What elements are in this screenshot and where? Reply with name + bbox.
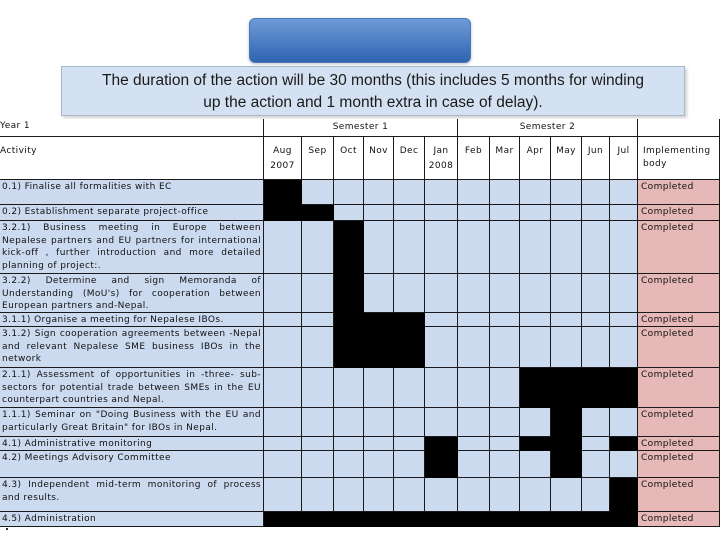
gantt-empty-cell (264, 313, 302, 327)
gantt-empty-cell (520, 221, 551, 274)
gantt-bar-cell (364, 313, 394, 327)
activity-cell (0, 437, 264, 451)
gantt-empty-cell (364, 221, 394, 274)
month-year-label (551, 158, 581, 160)
gantt-empty-cell (302, 274, 334, 313)
gantt-empty-cell (364, 451, 394, 478)
gantt-empty-cell (490, 274, 520, 313)
month-year-label (394, 158, 424, 160)
gantt-empty-cell (458, 313, 490, 327)
status-label: Completed (641, 480, 694, 490)
gantt-empty-cell (610, 451, 638, 478)
gantt-empty-cell (458, 180, 490, 205)
gantt-empty-cell (582, 408, 610, 437)
activity-cell (0, 180, 264, 205)
month-header-aug (264, 137, 302, 180)
gantt-bar-cell (551, 512, 582, 527)
gantt-empty-cell (425, 205, 458, 221)
gantt-empty-cell (458, 221, 490, 274)
status-label: Completed (641, 207, 694, 217)
gantt-empty-cell (334, 408, 364, 437)
gantt-empty-cell (394, 437, 425, 451)
gantt-empty-cell (302, 368, 334, 408)
gantt-empty-cell (490, 478, 520, 512)
month-year-label (490, 158, 519, 160)
gantt-empty-cell (264, 327, 302, 368)
gantt-empty-cell (394, 205, 425, 221)
activity-cell (0, 274, 264, 313)
semester-2-header (458, 119, 638, 137)
gantt-bar-cell (334, 512, 364, 527)
gantt-empty-cell (264, 451, 302, 478)
gantt-empty-cell (610, 221, 638, 274)
activity-cell (0, 205, 264, 221)
gantt-empty-cell (458, 437, 490, 451)
gantt-empty-cell (582, 205, 610, 221)
gantt-empty-cell (458, 368, 490, 408)
gantt-empty-cell (425, 221, 458, 274)
gantt-bar-cell (551, 368, 582, 408)
banner-line-2: up the action and 1 month extra in case of delay). (203, 94, 543, 111)
month-header-jul (610, 137, 638, 180)
status-cell (638, 274, 720, 313)
status-cell (638, 368, 720, 408)
gantt-empty-cell (520, 313, 551, 327)
gantt-bar-cell (520, 512, 551, 527)
gantt-empty-cell (582, 274, 610, 313)
year-label: Year 1 (0, 121, 31, 131)
activity-label: 3.2.1) Business meeting in Europe between Nepalese partners and EU partners for international kick-off , further introduction and more detailed planning of project:. (2, 223, 261, 271)
gantt-empty-cell (364, 274, 394, 313)
month-name-label: Oct (340, 146, 357, 156)
activity-label: 3.1.1) Organise a meeting for Nepalese IBOs. (2, 315, 224, 325)
status-label: Completed (641, 315, 694, 325)
gantt-empty-cell (394, 408, 425, 437)
gantt-empty-cell (425, 368, 458, 408)
status-label: Completed (641, 439, 694, 449)
duration-banner (61, 66, 685, 116)
gantt-bar-cell (364, 512, 394, 527)
implementing-header-label: Implementing body (643, 146, 711, 169)
gantt-bar-cell (551, 437, 582, 451)
gantt-table (0, 119, 720, 527)
month-year-label (458, 158, 489, 160)
month-header-feb (458, 137, 490, 180)
gantt-empty-cell (334, 205, 364, 221)
gantt-bar-cell (264, 180, 302, 205)
status-cell (638, 327, 720, 368)
gantt-empty-cell (264, 274, 302, 313)
status-cell (638, 180, 720, 205)
gantt-bar-cell (582, 368, 610, 408)
gantt-empty-cell (458, 478, 490, 512)
gantt-bar-cell (394, 327, 425, 368)
gantt-bar-cell (458, 512, 490, 527)
gantt-empty-cell (302, 408, 334, 437)
status-cell (638, 478, 720, 512)
gantt-bar-cell (302, 512, 334, 527)
activity-cell (0, 408, 264, 437)
month-name-label: Feb (464, 146, 483, 156)
gantt-empty-cell (334, 368, 364, 408)
month-year-label (520, 158, 550, 160)
gantt-empty-cell (610, 408, 638, 437)
implementing-header-spacer (638, 119, 720, 137)
month-name-label: Mar (495, 146, 514, 156)
status-cell (638, 205, 720, 221)
gantt-bar-cell (334, 313, 364, 327)
gantt-empty-cell (394, 180, 425, 205)
gantt-empty-cell (394, 451, 425, 478)
activity-label: 0.1) Finalise all formalities with EC (2, 182, 172, 192)
gantt-bar-cell (551, 408, 582, 437)
gantt-bar-cell (264, 512, 302, 527)
activity-label: 4.1) Administrative monitoring (2, 439, 153, 449)
status-cell (638, 512, 720, 527)
status-cell (638, 451, 720, 478)
gantt-empty-cell (458, 327, 490, 368)
gantt-bar-cell (394, 512, 425, 527)
activity-label: 3.1.2) Sign cooperation agreements between -Nepal and relevant Nepalese SME business IBOs in the network (2, 329, 261, 364)
gantt-bar-cell (425, 451, 458, 478)
activity-label: 3.2.2) Determine and sign Memoranda of Understanding (MoU's) for cooperation between European partners and-Nepal. (2, 276, 261, 311)
gantt-bar-cell (610, 478, 638, 512)
activity-header-cell (0, 137, 264, 180)
activity-header-label: Activity (0, 146, 37, 156)
gantt-empty-cell (582, 327, 610, 368)
month-header-nov (364, 137, 394, 180)
gantt-empty-cell (264, 368, 302, 408)
gantt-empty-cell (302, 451, 334, 478)
gantt-bar-cell (610, 512, 638, 527)
gantt-empty-cell (582, 221, 610, 274)
month-header-may (551, 137, 582, 180)
gantt-empty-cell (551, 478, 582, 512)
gantt-empty-cell (425, 327, 458, 368)
gantt-empty-cell (364, 478, 394, 512)
gantt-empty-cell (425, 478, 458, 512)
gantt-bar-cell (264, 205, 302, 221)
activity-cell (0, 327, 264, 368)
month-header-mar (490, 137, 520, 180)
activity-label: 4.5) Administration (2, 514, 97, 524)
title-box (249, 18, 471, 63)
activity-label: 4.3) Independent mid-term monitoring of process and results. (2, 480, 261, 503)
semester-1-header (264, 119, 458, 137)
semester-1-label: Semester 1 (332, 122, 389, 132)
gantt-empty-cell (610, 180, 638, 205)
month-name-label: Jan (433, 146, 449, 156)
gantt-empty-cell (394, 274, 425, 313)
year-header-cell (0, 119, 264, 137)
gantt-bar-cell (334, 274, 364, 313)
gantt-empty-cell (394, 221, 425, 274)
month-name-label: Dec (399, 146, 419, 156)
gantt-empty-cell (520, 180, 551, 205)
banner-line-1: The duration of the action will be 30 months (this includes 5 months for winding (102, 72, 644, 89)
gantt-empty-cell (490, 313, 520, 327)
month-header-sep (302, 137, 334, 180)
gantt-empty-cell (551, 327, 582, 368)
gantt-empty-cell (425, 313, 458, 327)
gantt-empty-cell (582, 180, 610, 205)
semester-2-label: Semester 2 (519, 122, 576, 132)
gantt-empty-cell (610, 313, 638, 327)
gantt-bar-cell (582, 512, 610, 527)
gantt-empty-cell (490, 437, 520, 451)
gantt-empty-cell (520, 408, 551, 437)
gantt-empty-cell (334, 180, 364, 205)
status-label: Completed (641, 453, 694, 463)
gantt-empty-cell (520, 205, 551, 221)
gantt-empty-cell (302, 313, 334, 327)
gantt-bar-cell (334, 221, 364, 274)
month-name-label: Jun (587, 146, 604, 156)
gantt-bar-cell (302, 205, 334, 221)
gantt-empty-cell (490, 221, 520, 274)
month-header-dec (394, 137, 425, 180)
gantt-empty-cell (264, 221, 302, 274)
gantt-empty-cell (264, 478, 302, 512)
status-label: Completed (641, 329, 694, 339)
gantt-empty-cell (551, 180, 582, 205)
activity-cell (0, 451, 264, 478)
gantt-empty-cell (458, 274, 490, 313)
gantt-empty-cell (334, 437, 364, 451)
month-name-label: May (556, 146, 576, 156)
status-label: Completed (641, 410, 694, 420)
gantt-empty-cell (551, 313, 582, 327)
activity-cell (0, 368, 264, 408)
gantt-empty-cell (364, 205, 394, 221)
gantt-empty-cell (610, 327, 638, 368)
gantt-empty-cell (490, 205, 520, 221)
gantt-empty-cell (425, 180, 458, 205)
gantt-empty-cell (520, 327, 551, 368)
gantt-empty-cell (458, 451, 490, 478)
gantt-empty-cell (582, 478, 610, 512)
gantt-empty-cell (302, 327, 334, 368)
month-header-jan (425, 137, 458, 180)
activity-cell (0, 313, 264, 327)
gantt-empty-cell (458, 205, 490, 221)
gantt-bar-cell (364, 327, 394, 368)
status-label: Completed (641, 182, 694, 192)
activity-cell (0, 221, 264, 274)
gantt-empty-cell (520, 451, 551, 478)
gantt-empty-cell (582, 437, 610, 451)
gantt-bar-cell (425, 512, 458, 527)
month-header-oct (334, 137, 364, 180)
gantt-empty-cell (520, 478, 551, 512)
gantt-empty-cell (490, 368, 520, 408)
month-header-jun (582, 137, 610, 180)
month-name-label: Jul (617, 146, 630, 156)
activity-label: 2.1.1) Assessment of opportunities in -three- sub-sectors for potential trade between SMEs in the EU counterpart countries and Nepal. (2, 370, 261, 405)
gantt-empty-cell (490, 180, 520, 205)
gantt-empty-cell (458, 408, 490, 437)
gantt-empty-cell (425, 274, 458, 313)
implementing-header-cell (638, 137, 720, 180)
gantt-empty-cell (582, 451, 610, 478)
gantt-empty-cell (364, 408, 394, 437)
gantt-empty-cell (364, 437, 394, 451)
gantt-empty-cell (425, 408, 458, 437)
month-year-label: 2008 (428, 160, 454, 171)
gantt-empty-cell (334, 451, 364, 478)
gantt-empty-cell (551, 221, 582, 274)
gantt-empty-cell (520, 274, 551, 313)
month-name-label: Sep (308, 146, 327, 156)
activity-label: 0.2) Establishment separate project-office (2, 207, 209, 217)
gantt-bar-cell (610, 368, 638, 408)
gantt-empty-cell (610, 274, 638, 313)
gantt-empty-cell (264, 408, 302, 437)
month-year-label (334, 158, 363, 160)
status-label: Completed (641, 370, 694, 380)
month-year-label: 2007 (270, 160, 295, 171)
gantt-empty-cell (302, 180, 334, 205)
gantt-empty-cell (364, 368, 394, 408)
gantt-bar-cell (490, 512, 520, 527)
gantt-empty-cell (334, 478, 364, 512)
gantt-bar-cell (394, 313, 425, 327)
status-label: Completed (641, 514, 694, 524)
month-year-label (302, 158, 333, 160)
activity-label: 4.2) Meetings Advisory Committee (2, 453, 171, 463)
month-year-label (582, 158, 609, 160)
status-cell (638, 313, 720, 327)
gantt-empty-cell (551, 205, 582, 221)
gantt-empty-cell (551, 274, 582, 313)
footer-mark (6, 528, 8, 530)
status-cell (638, 437, 720, 451)
gantt-empty-cell (490, 408, 520, 437)
month-year-label (610, 158, 637, 160)
gantt-empty-cell (394, 478, 425, 512)
gantt-empty-cell (490, 451, 520, 478)
month-name-label: Nov (369, 146, 388, 156)
gantt-empty-cell (610, 205, 638, 221)
month-header-apr (520, 137, 551, 180)
status-cell (638, 408, 720, 437)
status-label: Completed (641, 276, 694, 286)
gantt-empty-cell (264, 437, 302, 451)
activity-cell (0, 512, 264, 527)
gantt-bar-cell (551, 451, 582, 478)
gantt-empty-cell (302, 221, 334, 274)
gantt-empty-cell (394, 368, 425, 408)
gantt-bar-cell (334, 327, 364, 368)
gantt-empty-cell (490, 327, 520, 368)
gantt-bar-cell (425, 437, 458, 451)
gantt-bar-cell (520, 368, 551, 408)
month-name-label: Aug (273, 146, 292, 156)
gantt-bar-cell (610, 437, 638, 451)
status-cell (638, 221, 720, 274)
month-name-label: Apr (526, 146, 544, 156)
gantt-empty-cell (364, 180, 394, 205)
activity-label: 1.1.1) Seminar on "Doing Business with the EU and particularly Great Britain" for IBOs in Nepal. (2, 410, 261, 433)
gantt-empty-cell (582, 313, 610, 327)
gantt-bar-cell (520, 437, 551, 451)
activity-cell (0, 478, 264, 512)
month-year-label (364, 158, 393, 160)
gantt-empty-cell (302, 478, 334, 512)
gantt-empty-cell (302, 437, 334, 451)
status-label: Completed (641, 223, 694, 233)
